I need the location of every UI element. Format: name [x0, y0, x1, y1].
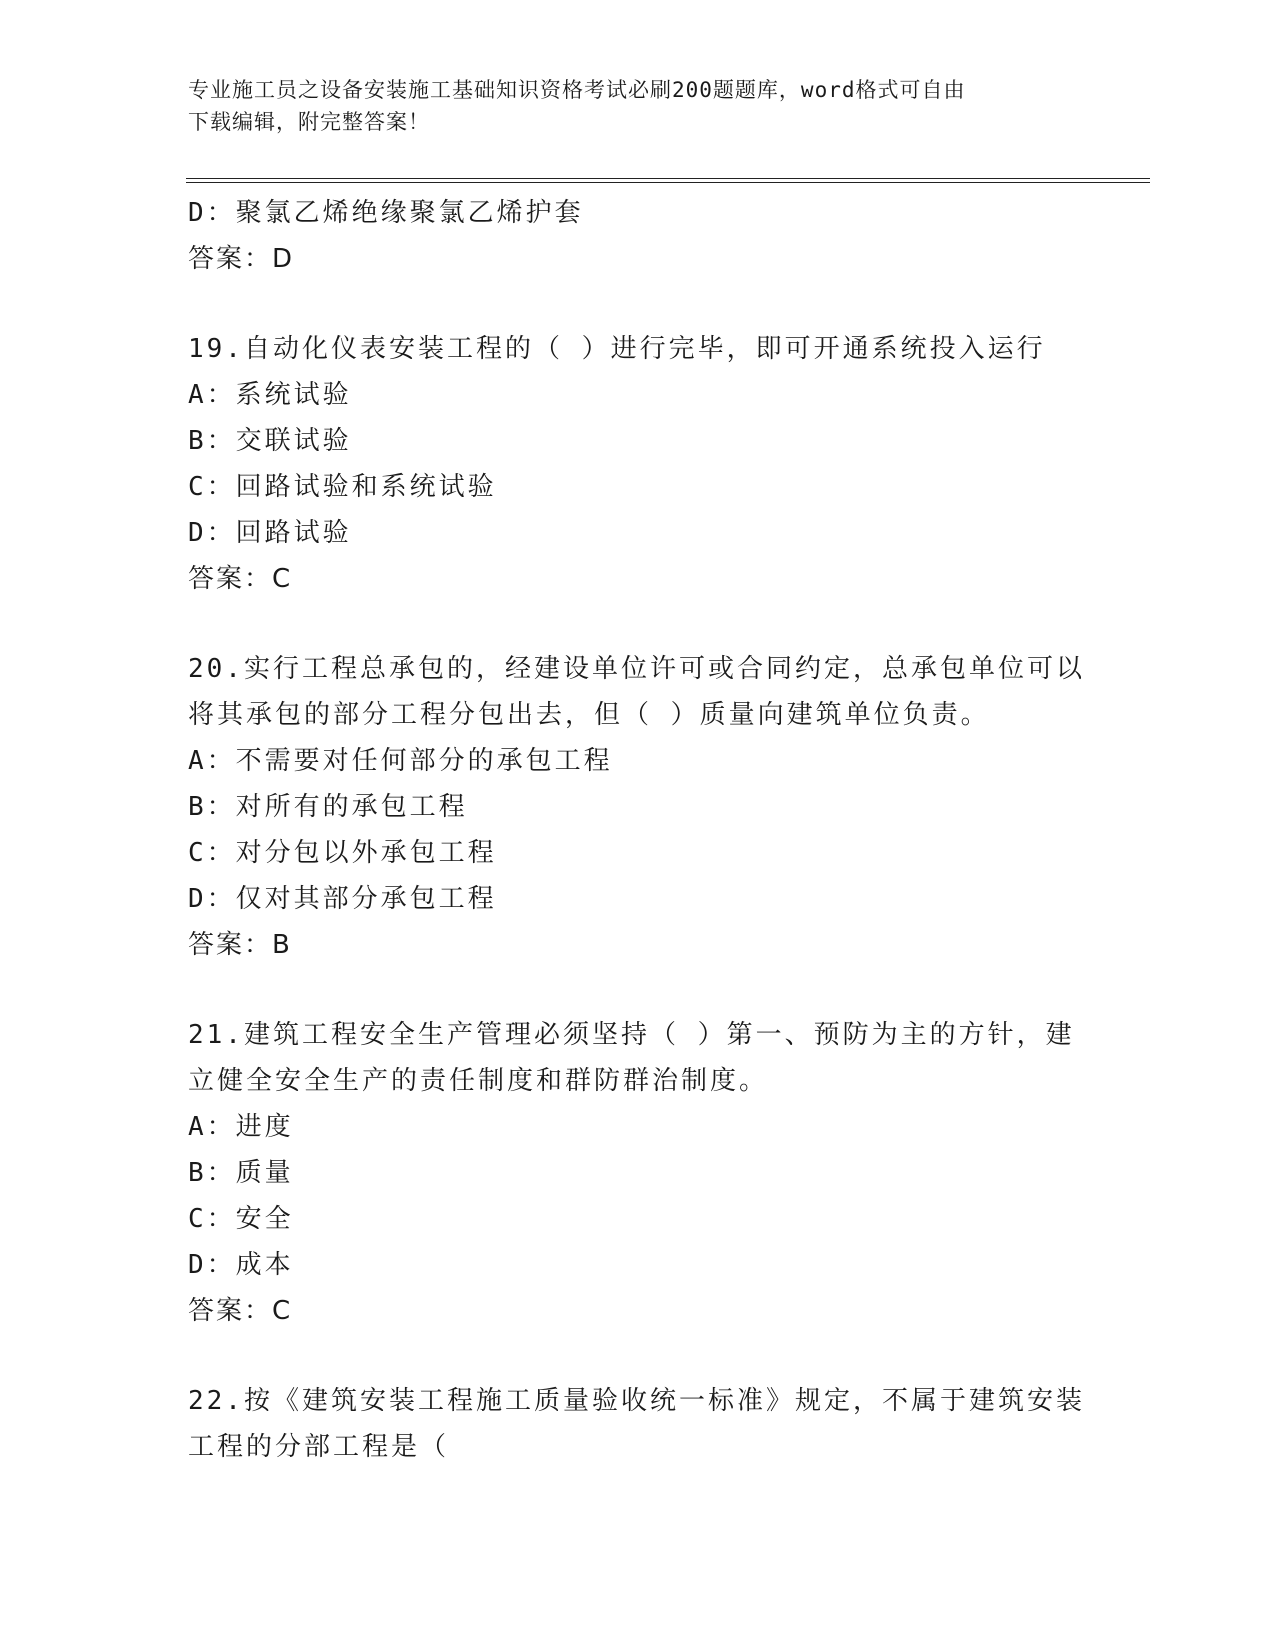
question-stem-line-1: 21.建筑工程安全生产管理必须坚持（ ）第一、预防为主的方针，建	[188, 1020, 1075, 1050]
option-c: C：回路试验和系统试验	[188, 472, 497, 502]
question-list	[188, 190, 1088, 1470]
question-stem-line-1: 22.按《建筑安装工程施工质量验收统一标准》规定，不属于建筑安装	[188, 1386, 1085, 1416]
spacer	[188, 968, 1088, 1012]
option-b: B：交联试验	[188, 426, 352, 456]
question-21	[188, 1012, 1088, 1334]
spacer	[188, 602, 1088, 646]
header-line-2: 下载编辑，附完整答案！	[188, 110, 430, 134]
answer-line: 答案：B	[188, 930, 292, 960]
option-c: C：安全	[188, 1204, 294, 1234]
question-20	[188, 646, 1088, 968]
answer-line: 答案：C	[188, 564, 293, 594]
answer-line: 答案：D	[188, 244, 295, 274]
header-divider-top	[186, 178, 1150, 179]
answer-line: 答案：C	[188, 1296, 293, 1326]
header-line-1: 专业施工员之设备安装施工基础知识资格考试必刷200题题库，word格式可自由	[188, 78, 966, 102]
option-a: A：系统试验	[188, 380, 352, 410]
option-d: D：成本	[188, 1250, 294, 1280]
question-stem-line-1: 20.实行工程总承包的，经建设单位许可或合同约定，总承包单位可以	[188, 654, 1085, 684]
question-18	[188, 190, 1088, 282]
option-c: C：对分包以外承包工程	[188, 838, 497, 868]
question-stem-line-2: 工程的分部工程是（	[188, 1432, 450, 1462]
question-stem: 19.自动化仪表安装工程的（ ）进行完毕，即可开通系统投入运行	[188, 334, 1046, 364]
option-b: B：对所有的承包工程	[188, 792, 468, 822]
option-d: D：回路试验	[188, 518, 352, 548]
spacer	[188, 282, 1088, 326]
spacer	[188, 1334, 1088, 1378]
header-divider-bottom	[186, 182, 1150, 183]
question-22	[188, 1378, 1088, 1470]
option-a: A：不需要对任何部分的承包工程	[188, 746, 613, 776]
option-d: D：仅对其部分承包工程	[188, 884, 497, 914]
option-a: A：进度	[188, 1112, 294, 1142]
option-b: B：质量	[188, 1158, 294, 1188]
document-header	[188, 74, 1068, 138]
question-stem-line-2: 将其承包的部分工程分包出去，但（ ）质量向建筑单位负责。	[188, 700, 990, 730]
question-19	[188, 326, 1088, 602]
option-d: D：聚氯乙烯绝缘聚氯乙烯护套	[188, 198, 584, 228]
question-stem-line-2: 立健全安全生产的责任制度和群防群治制度。	[188, 1066, 769, 1096]
